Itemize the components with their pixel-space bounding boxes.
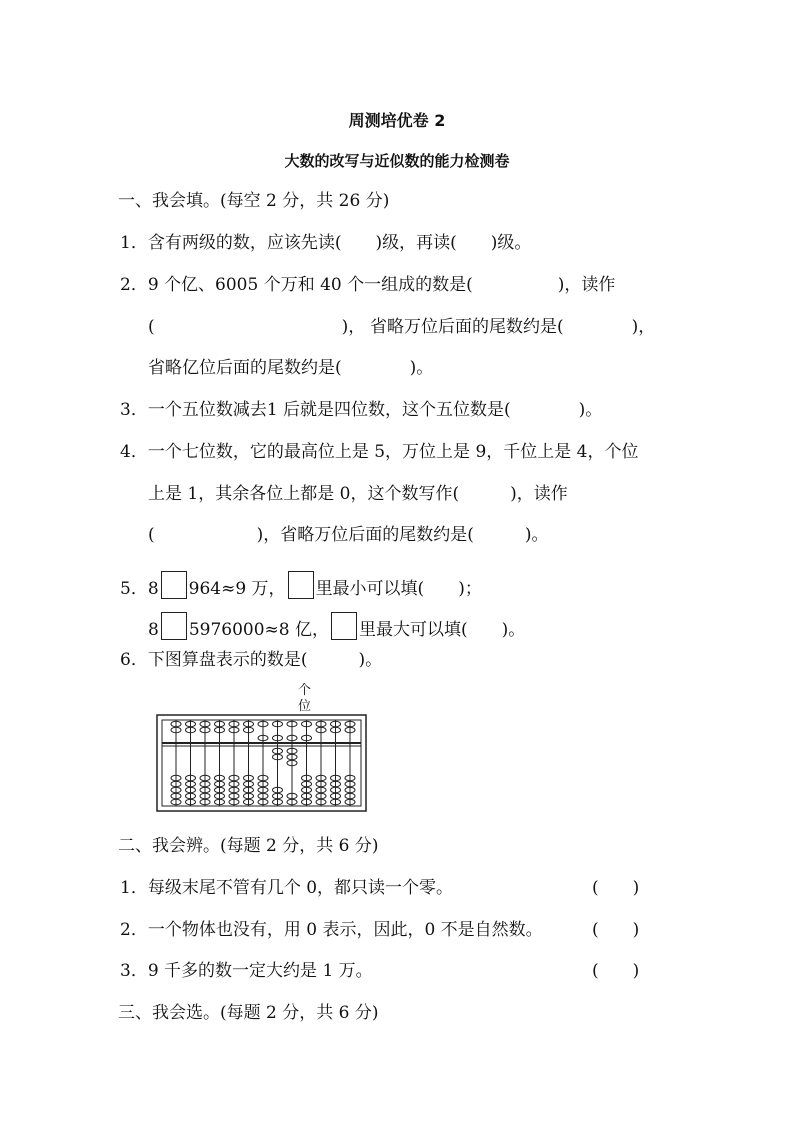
- question-4-line1: 4．一个七位数，它的最高位上是 5，万位上是 9，千位上是 4，个位: [120, 442, 639, 462]
- question-1: 1．含有两级的数，应该先读( )级，再读( )级。: [120, 233, 532, 253]
- section3-heading: 三、我会选。(每题 2 分，共 6 分): [118, 1003, 379, 1023]
- q5-suffix: 里最小可以填( )；: [315, 579, 482, 599]
- question-6: 6．下图算盘表示的数是( )。: [120, 650, 383, 670]
- question-3: 3．一个五位数减去1 后就是四位数，这个五位数是( )。: [120, 400, 603, 420]
- q5-middle: 964≈9 万，: [188, 579, 286, 599]
- question-2-line2-a: ( )，: [148, 317, 366, 337]
- page-subtitle: 大数的改写与近似数的能力检测卷: [284, 152, 510, 170]
- answer-box[interactable]: [161, 612, 187, 640]
- answer-box[interactable]: [161, 571, 187, 599]
- q5b-suffix: 里最大可以填( )。: [359, 620, 526, 640]
- abacus-figure: [156, 683, 368, 813]
- judge-answer-2[interactable]: ( ): [592, 920, 640, 940]
- question-2-line2-b: 省略万位后面的尾数约是( )，: [370, 317, 656, 337]
- judge-item-2: 2．一个物体也没有，用 0 表示，因此，0 不是自然数。: [120, 920, 543, 940]
- abacus-label: 个 位: [298, 683, 312, 714]
- q5b-prefix: 8: [148, 620, 159, 640]
- question-4-line3: ( )，省略万位后面的尾数约是( )。: [148, 525, 549, 545]
- answer-box-reference: [288, 571, 314, 599]
- judge-item-1: 1．每级末尾不管有几个 0，都只读一个零。: [120, 878, 454, 898]
- question-4-line2: 上是 1，其余各位上都是 0，这个数写作( )，读作: [148, 484, 568, 504]
- judge-item-3: 3．9 千多的数一定大约是 1 万。: [120, 961, 373, 981]
- judge-answer-3[interactable]: ( ): [592, 961, 640, 981]
- section1-heading: 一、我会填。(每空 2 分，共 26 分): [118, 191, 390, 211]
- judge-answer-1[interactable]: ( ): [592, 878, 640, 898]
- question-5-line1: [120, 571, 482, 599]
- question-2-line3: 省略亿位后面的尾数约是( )。: [148, 358, 434, 378]
- q5-prefix: 5．8: [120, 579, 159, 599]
- question-5-line2: [148, 612, 525, 640]
- q5b-middle: 5976000≈8 亿，: [188, 620, 330, 640]
- section2-heading: 二、我会辨。(每题 2 分，共 6 分): [118, 836, 379, 856]
- page-title: 周测培优卷 2: [348, 111, 446, 130]
- answer-box-reference: [331, 612, 357, 640]
- question-2-line1: 2．9 个亿、6005 个万和 40 个一组成的数是( )，读作: [120, 275, 616, 295]
